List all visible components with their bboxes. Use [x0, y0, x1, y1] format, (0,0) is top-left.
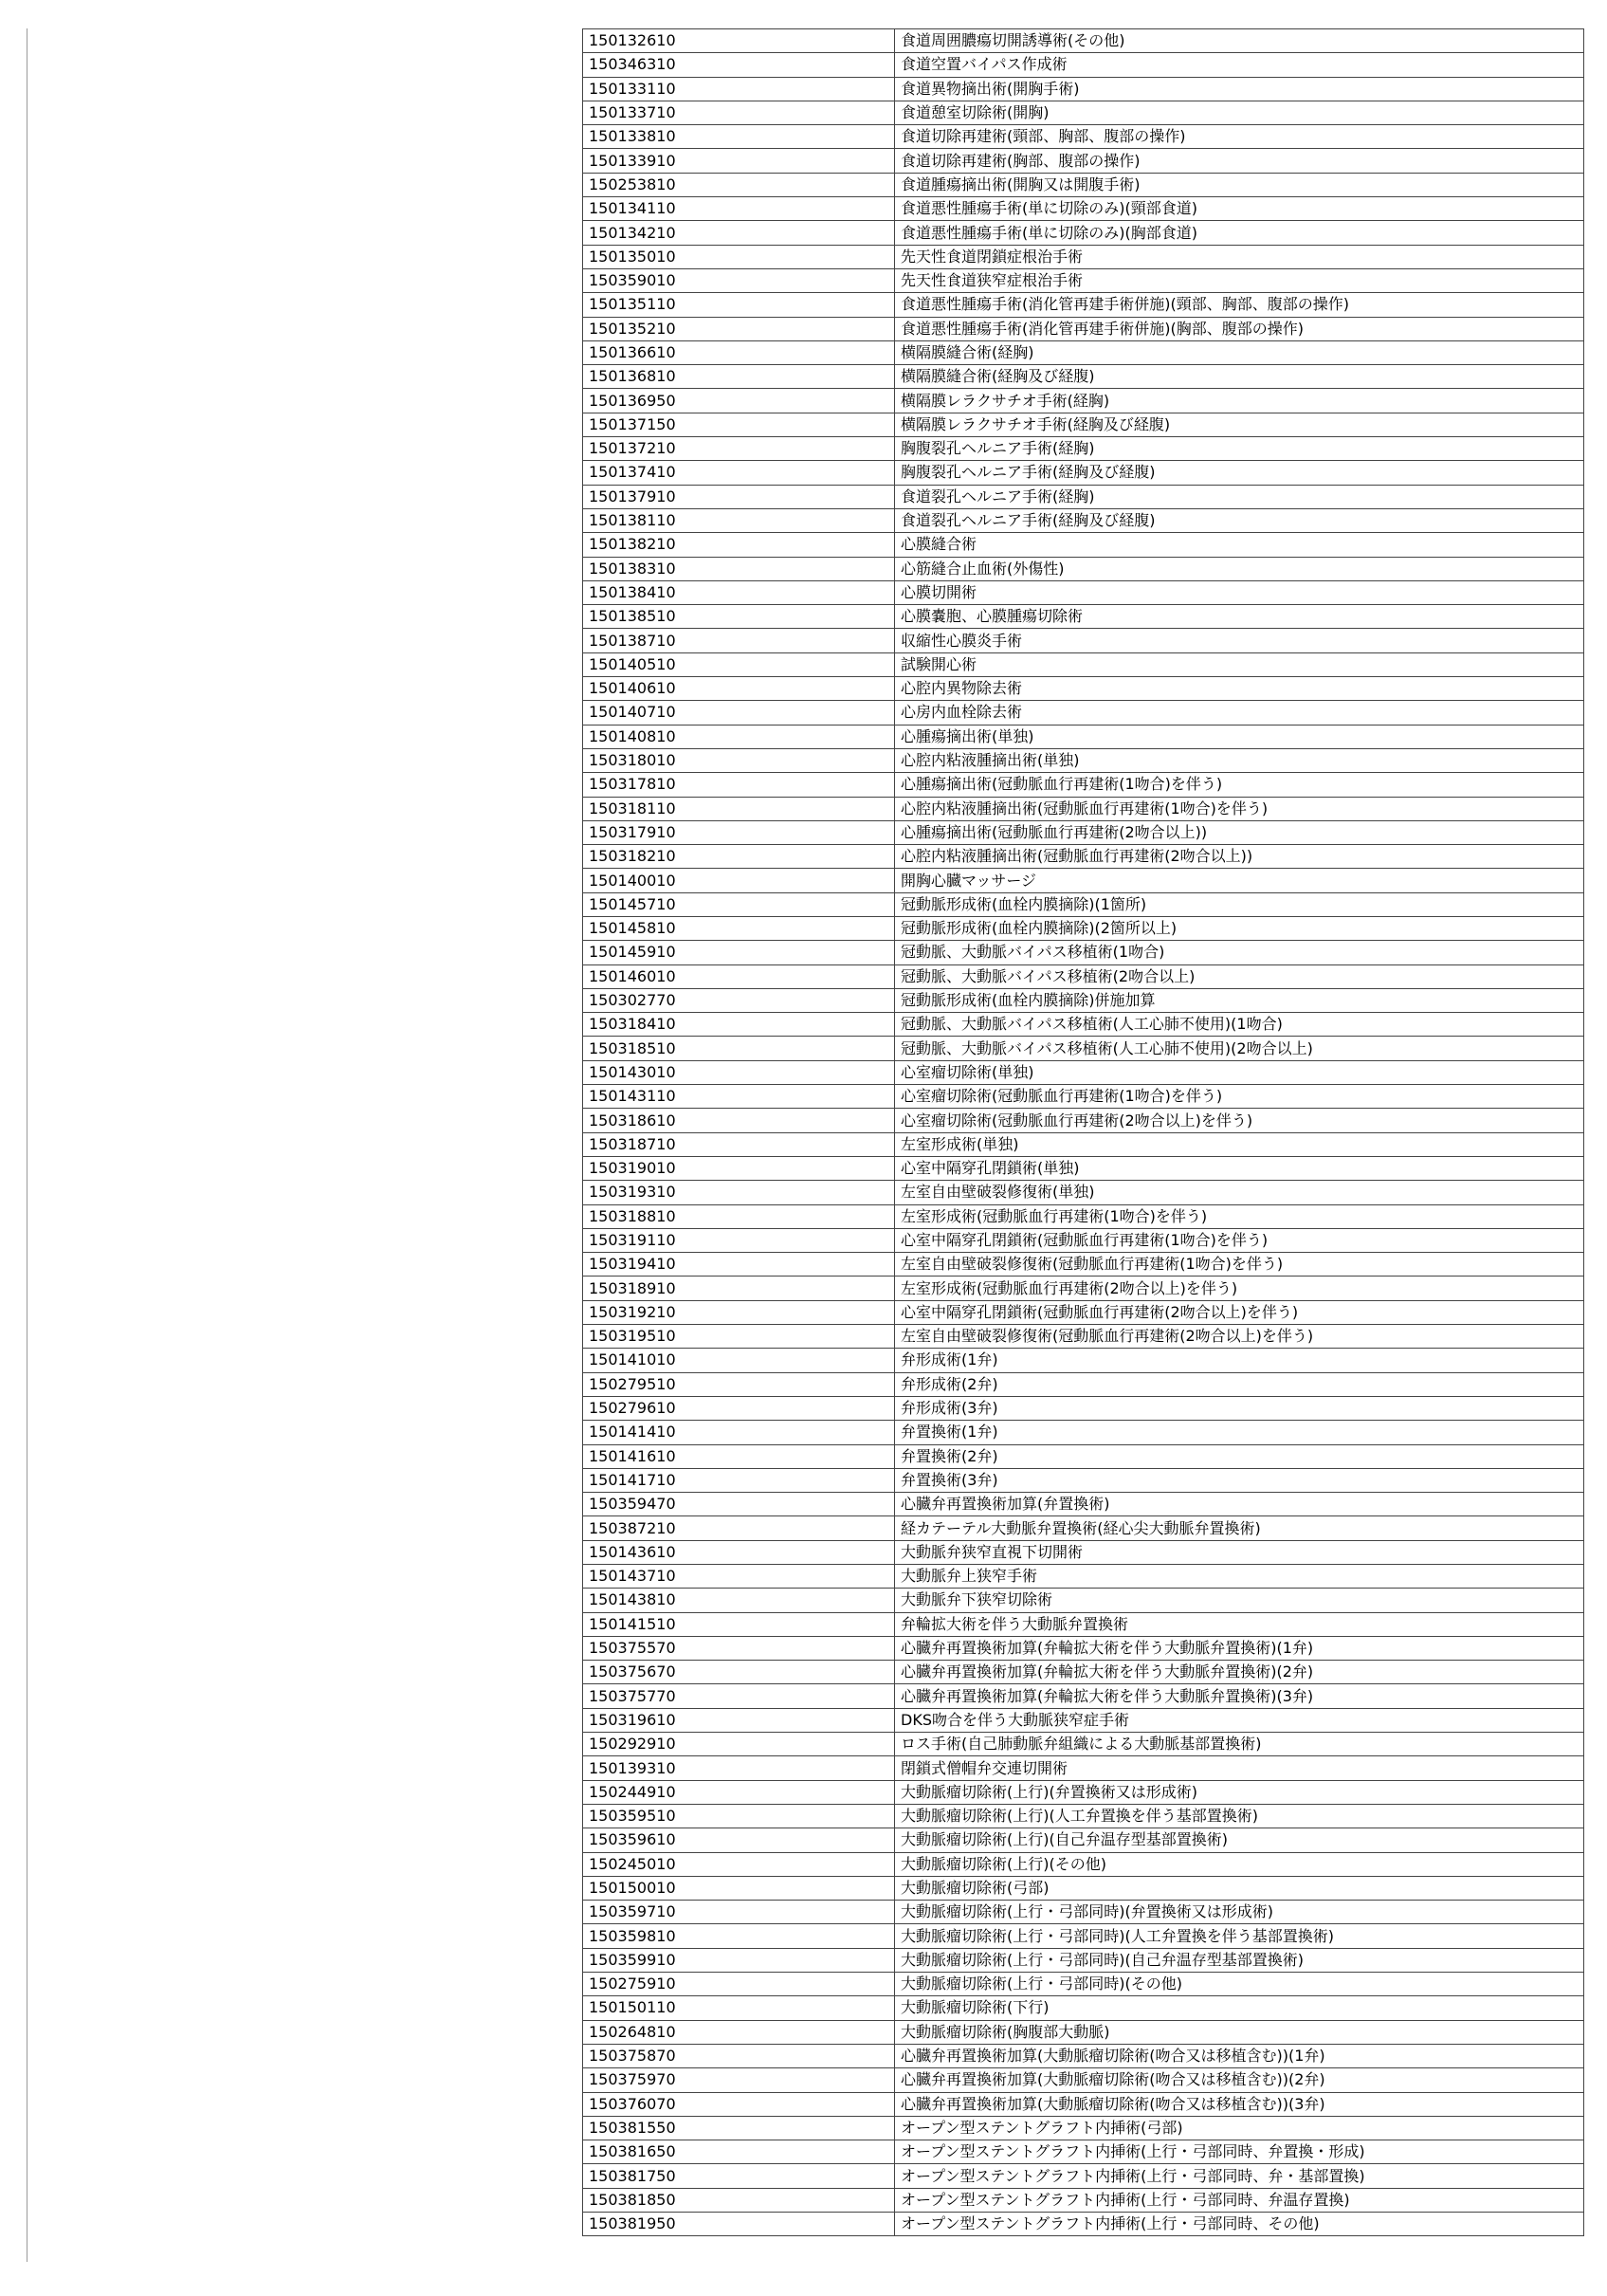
- procedure-code-cell: 150143610: [583, 1540, 895, 1564]
- table-row: [583, 1996, 1584, 2020]
- table-row: [583, 1612, 1584, 1636]
- procedure-name-cell: 弁形成術(2弁): [895, 1372, 1584, 1396]
- table-row: [583, 485, 1584, 508]
- procedure-name-cell: 食道腫瘍摘出術(開胸又は開腹手術): [895, 173, 1584, 196]
- table-row: [583, 845, 1584, 869]
- procedure-code-cell: 150133810: [583, 125, 895, 149]
- procedure-code-cell: 150135010: [583, 245, 895, 268]
- procedure-name-cell: 大動脈弁上狭窄手術: [895, 1565, 1584, 1589]
- procedure-name-cell: 弁形成術(3弁): [895, 1396, 1584, 1420]
- procedure-code-cell: 150140010: [583, 869, 895, 892]
- procedure-name-cell: 胸腹裂孔ヘルニア手術(経胸及び経腹): [895, 461, 1584, 485]
- table-row: [583, 2188, 1584, 2212]
- procedure-code-cell: 150137210: [583, 437, 895, 461]
- procedure-name-cell: 心腫瘍摘出術(冠動脈血行再建術(1吻合)を伴う): [895, 773, 1584, 797]
- procedure-name-cell: 食道異物摘出術(開胸手術): [895, 77, 1584, 101]
- procedure-code-cell: 150133710: [583, 101, 895, 124]
- table-row: [583, 2092, 1584, 2116]
- procedure-code-cell: 150381750: [583, 2164, 895, 2188]
- table-row: [583, 964, 1584, 988]
- table-row: [583, 508, 1584, 532]
- table-row: [583, 389, 1584, 413]
- procedure-name-cell: 心臓弁再置換術加算(大動脈瘤切除術(吻合又は移植含む))(2弁): [895, 2068, 1584, 2092]
- procedure-name-cell: 心房内血栓除去術: [895, 701, 1584, 725]
- table-row: [583, 1924, 1584, 1948]
- table-row: [583, 2164, 1584, 2188]
- procedure-code-cell: 150319610: [583, 1708, 895, 1732]
- procedure-code-cell: 150318510: [583, 1037, 895, 1060]
- procedure-name-cell: 横隔膜縫合術(経胸及び経腹): [895, 365, 1584, 389]
- table-row: [583, 437, 1584, 461]
- procedure-code-cell: 150135110: [583, 293, 895, 317]
- procedure-name-cell: 心臓弁再置換術加算(弁輪拡大術を伴う大動脈弁置換術)(1弁): [895, 1636, 1584, 1660]
- procedure-code-cell: 150381550: [583, 2116, 895, 2140]
- table-row: [583, 268, 1584, 292]
- procedure-name-cell: 大動脈瘤切除術(胸腹部大動脈): [895, 2020, 1584, 2044]
- procedure-name-cell: 先天性食道狭窄症根治手術: [895, 268, 1584, 292]
- table-row: [583, 605, 1584, 629]
- procedure-name-cell: 大動脈弁狭窄直視下切開術: [895, 1540, 1584, 1564]
- procedure-code-cell: 150141010: [583, 1349, 895, 1372]
- procedure-code-cell: 150139310: [583, 1756, 895, 1780]
- procedure-code-cell: 150138110: [583, 508, 895, 532]
- table-row: [583, 1565, 1584, 1589]
- procedure-name-cell: 心室中隔穿孔閉鎖術(単独): [895, 1156, 1584, 1180]
- procedure-code-cell: 150138510: [583, 605, 895, 629]
- table-row: [583, 629, 1584, 652]
- procedure-name-cell: 左室形成術(冠動脈血行再建術(2吻合以上)を伴う): [895, 1277, 1584, 1300]
- procedure-code-cell: 150146010: [583, 964, 895, 988]
- procedure-code-cell: 150359010: [583, 268, 895, 292]
- procedure-name-cell: 心膜縫合術: [895, 533, 1584, 557]
- procedure-code-cell: 150318410: [583, 1013, 895, 1037]
- table-row: [583, 748, 1584, 772]
- table-row: [583, 1589, 1584, 1612]
- procedure-name-cell: ロス手術(自己肺動脈弁組織による大動脈基部置換術): [895, 1733, 1584, 1756]
- procedure-name-cell: 左室自由壁破裂修復術(冠動脈血行再建術(2吻合以上)を伴う): [895, 1325, 1584, 1349]
- procedure-name-cell: 心臓弁再置換術加算(弁置換術): [895, 1493, 1584, 1516]
- table-row: [583, 1085, 1584, 1109]
- table-row: [583, 701, 1584, 725]
- procedure-name-cell: 心室瘤切除術(冠動脈血行再建術(2吻合以上)を伴う): [895, 1109, 1584, 1132]
- procedure-code-cell: 150359810: [583, 1924, 895, 1948]
- table-row: [583, 29, 1584, 53]
- table-row: [583, 125, 1584, 149]
- table-row: [583, 2068, 1584, 2092]
- procedure-code-cell: 150135210: [583, 317, 895, 340]
- procedure-name-cell: 食道切除再建術(頸部、胸部、腹部の操作): [895, 125, 1584, 149]
- procedure-code-cell: 150318910: [583, 1277, 895, 1300]
- table-row: [583, 1493, 1584, 1516]
- table-row: [583, 1804, 1584, 1828]
- procedure-code-cell: 150319510: [583, 1325, 895, 1349]
- table-row: [583, 1325, 1584, 1349]
- procedure-code-cell: 150150110: [583, 1996, 895, 2020]
- procedure-code-cell: 150141410: [583, 1421, 895, 1444]
- procedure-code-cell: 150302770: [583, 988, 895, 1012]
- procedure-name-cell: 冠動脈形成術(血栓内膜摘除)併施加算: [895, 988, 1584, 1012]
- procedure-name-cell: 心臓弁再置換術加算(大動脈瘤切除術(吻合又は移植含む))(1弁): [895, 2044, 1584, 2067]
- procedure-name-cell: 横隔膜縫合術(経胸): [895, 340, 1584, 364]
- procedure-code-cell: 150138410: [583, 580, 895, 604]
- table-row: [583, 1756, 1584, 1780]
- table-row: [583, 1780, 1584, 1804]
- table-row: [583, 773, 1584, 797]
- table-row: [583, 2020, 1584, 2044]
- procedure-code-cell: 150145810: [583, 916, 895, 940]
- procedure-code-cell: 150279610: [583, 1396, 895, 1420]
- table-row: [583, 1708, 1584, 1732]
- procedure-name-cell: 左室形成術(単独): [895, 1132, 1584, 1156]
- procedure-code-cell: 150359470: [583, 1493, 895, 1516]
- procedure-name-cell: オープン型ステントグラフト内挿術(上行・弓部同時、弁・基部置換): [895, 2164, 1584, 2188]
- procedure-name-cell: 心腫瘍摘出術(単独): [895, 725, 1584, 748]
- procedure-code-cell: 150346310: [583, 53, 895, 77]
- table-row: [583, 245, 1584, 268]
- table-row: [583, 820, 1584, 844]
- table-row: [583, 1060, 1584, 1084]
- procedure-name-cell: 食道悪性腫瘍手術(消化管再建手術併施)(頸部、胸部、腹部の操作): [895, 293, 1584, 317]
- table-row: [583, 1973, 1584, 1996]
- procedure-code-cell: 150145910: [583, 941, 895, 964]
- procedure-name-cell: 大動脈瘤切除術(上行・弓部同時)(人工弁置換を伴う基部置換術): [895, 1924, 1584, 1948]
- procedure-code-cell: 150141710: [583, 1468, 895, 1492]
- table-row: [583, 53, 1584, 77]
- procedure-code-cell: 150318210: [583, 845, 895, 869]
- procedure-code-cell: 150264810: [583, 2020, 895, 2044]
- table-row: [583, 1156, 1584, 1180]
- procedure-name-cell: 弁置換術(1弁): [895, 1421, 1584, 1444]
- procedure-name-cell: オープン型ステントグラフト内挿術(上行・弓部同時、弁温存置換): [895, 2188, 1584, 2212]
- procedure-code-cell: 150319010: [583, 1156, 895, 1180]
- procedure-code-cell: 150376070: [583, 2092, 895, 2116]
- table-row: [583, 1109, 1584, 1132]
- table-row: [583, 1516, 1584, 1540]
- table-row: [583, 1204, 1584, 1228]
- procedure-code-cell: 150318610: [583, 1109, 895, 1132]
- procedure-code-cell: 150141510: [583, 1612, 895, 1636]
- procedure-name-cell: 胸腹裂孔ヘルニア手術(経胸): [895, 437, 1584, 461]
- table-row: [583, 580, 1584, 604]
- procedure-name-cell: 大動脈瘤切除術(上行)(弁置換術又は形成術): [895, 1780, 1584, 1804]
- procedure-code-cell: 150245010: [583, 1852, 895, 1876]
- procedure-code-cell: 150375670: [583, 1661, 895, 1684]
- table-row: [583, 1661, 1584, 1684]
- table-row: [583, 1444, 1584, 1468]
- procedure-name-cell: 左室自由壁破裂修復術(単独): [895, 1181, 1584, 1204]
- procedure-code-cell: 150253810: [583, 173, 895, 196]
- procedure-code-cell: 150244910: [583, 1780, 895, 1804]
- procedure-name-cell: 心臓弁再置換術加算(大動脈瘤切除術(吻合又は移植含む))(3弁): [895, 2092, 1584, 2116]
- procedure-code-cell: 150318110: [583, 797, 895, 820]
- procedure-name-cell: 大動脈瘤切除術(上行・弓部同時)(その他): [895, 1973, 1584, 1996]
- table-row: [583, 557, 1584, 580]
- table-row: [583, 988, 1584, 1012]
- procedure-name-cell: 食道切除再建術(胸部、腹部の操作): [895, 149, 1584, 173]
- procedure-name-cell: 大動脈瘤切除術(弓部): [895, 1876, 1584, 1900]
- procedure-name-cell: 食道空置バイパス作成術: [895, 53, 1584, 77]
- procedure-code-cell: 150143110: [583, 1085, 895, 1109]
- procedure-name-cell: 冠動脈、大動脈バイパス移植術(2吻合以上): [895, 964, 1584, 988]
- procedure-name-cell: 大動脈瘤切除術(上行)(人工弁置換を伴う基部置換術): [895, 1804, 1584, 1828]
- table-row: [583, 1396, 1584, 1420]
- table-row: [583, 317, 1584, 340]
- procedure-code-cell: 150140610: [583, 677, 895, 701]
- procedure-code-cell: 150140510: [583, 652, 895, 676]
- procedure-name-cell: 冠動脈形成術(血栓内膜摘除)(2箇所以上): [895, 916, 1584, 940]
- procedure-name-cell: 食道憩室切除術(開胸): [895, 101, 1584, 124]
- table-row: [583, 149, 1584, 173]
- procedure-name-cell: オープン型ステントグラフト内挿術(上行・弓部同時、弁置換・形成): [895, 2140, 1584, 2164]
- procedure-name-cell: DKS吻合を伴う大動脈狭窄症手術: [895, 1708, 1584, 1732]
- procedure-code-cell: 150136810: [583, 365, 895, 389]
- procedure-code-cell: 150381950: [583, 2213, 895, 2236]
- procedure-code-cell: 150137410: [583, 461, 895, 485]
- table-row: [583, 365, 1584, 389]
- table-row: [583, 1876, 1584, 1900]
- procedure-name-cell: 心腔内粘液腫摘出術(冠動脈血行再建術(2吻合以上)): [895, 845, 1584, 869]
- table-row: [583, 1349, 1584, 1372]
- procedure-code-cell: 150134110: [583, 197, 895, 221]
- procedure-name-cell: 左室形成術(冠動脈血行再建術(1吻合)を伴う): [895, 1204, 1584, 1228]
- table-row: [583, 1277, 1584, 1300]
- table-row: [583, 1636, 1584, 1660]
- table-row: [583, 677, 1584, 701]
- table-row: [583, 652, 1584, 676]
- table-row: [583, 869, 1584, 892]
- procedure-name-cell: 弁形成術(1弁): [895, 1349, 1584, 1372]
- table-row: [583, 2044, 1584, 2067]
- procedure-name-cell: 心室瘤切除術(単独): [895, 1060, 1584, 1084]
- procedure-code-cell: 150318010: [583, 748, 895, 772]
- procedure-code-cell: 150279510: [583, 1372, 895, 1396]
- procedure-code-cell: 150136950: [583, 389, 895, 413]
- procedure-name-cell: 大動脈瘤切除術(上行)(自己弁温存型基部置換術): [895, 1828, 1584, 1852]
- procedure-code-cell: 150138210: [583, 533, 895, 557]
- procedure-code-cell: 150319410: [583, 1253, 895, 1277]
- procedure-name-cell: 開胸心臓マッサージ: [895, 869, 1584, 892]
- table-row: [583, 293, 1584, 317]
- procedure-code-cell: 150318810: [583, 1204, 895, 1228]
- table-row: [583, 797, 1584, 820]
- table-row: [583, 461, 1584, 485]
- procedure-name-cell: 弁置換術(2弁): [895, 1444, 1584, 1468]
- procedure-name-cell: 心室瘤切除術(冠動脈血行再建術(1吻合)を伴う): [895, 1085, 1584, 1109]
- procedure-name-cell: 心腔内異物除去術: [895, 677, 1584, 701]
- table-row: [583, 1684, 1584, 1708]
- table-row: [583, 1372, 1584, 1396]
- procedure-name-cell: 横隔膜レラクサチオ手術(経胸及び経腹): [895, 413, 1584, 436]
- procedure-name-cell: 食道裂孔ヘルニア手術(経胸): [895, 485, 1584, 508]
- procedure-code-cell: 150319210: [583, 1300, 895, 1324]
- procedure-name-cell: 大動脈瘤切除術(上行)(その他): [895, 1852, 1584, 1876]
- procedure-name-cell: オープン型ステントグラフト内挿術(上行・弓部同時、その他): [895, 2213, 1584, 2236]
- table-row: [583, 1733, 1584, 1756]
- procedure-name-cell: 心腔内粘液腫摘出術(単独): [895, 748, 1584, 772]
- procedure-code-cell: 150143010: [583, 1060, 895, 1084]
- procedure-code-cell: 150134210: [583, 221, 895, 245]
- procedure-code-cell: 150381650: [583, 2140, 895, 2164]
- procedure-name-cell: 食道悪性腫瘍手術(消化管再建手術併施)(胸部、腹部の操作): [895, 317, 1584, 340]
- procedure-code-cell: 150137150: [583, 413, 895, 436]
- procedure-code-cell: 150317810: [583, 773, 895, 797]
- procedure-code-cell: 150138710: [583, 629, 895, 652]
- table-row: [583, 173, 1584, 196]
- procedure-code-cell: 150319310: [583, 1181, 895, 1204]
- procedure-name-cell: 食道周囲膿瘍切開誘導術(その他): [895, 29, 1584, 53]
- table-row: [583, 1037, 1584, 1060]
- procedure-name-cell: 冠動脈、大動脈バイパス移植術(人工心肺不使用)(1吻合): [895, 1013, 1584, 1037]
- table-row: [583, 221, 1584, 245]
- procedure-name-cell: 心室中隔穿孔閉鎖術(冠動脈血行再建術(2吻合以上)を伴う): [895, 1300, 1584, 1324]
- procedure-code-cell: 150143810: [583, 1589, 895, 1612]
- procedure-code-cell: 150133110: [583, 77, 895, 101]
- procedure-name-cell: 大動脈瘤切除術(上行・弓部同時)(弁置換術又は形成術): [895, 1901, 1584, 1924]
- table-row: [583, 916, 1584, 940]
- procedure-name-cell: 大動脈瘤切除術(下行): [895, 1996, 1584, 2020]
- procedure-name-cell: オープン型ステントグラフト内挿術(弓部): [895, 2116, 1584, 2140]
- table-row: [583, 101, 1584, 124]
- procedure-name-cell: 心臓弁再置換術加算(弁輪拡大術を伴う大動脈弁置換術)(2弁): [895, 1661, 1584, 1684]
- procedure-name-cell: 閉鎖式僧帽弁交連切開術: [895, 1756, 1584, 1780]
- table-body: [583, 29, 1584, 2236]
- procedure-code-cell: 150138310: [583, 557, 895, 580]
- procedure-name-cell: 弁輪拡大術を伴う大動脈弁置換術: [895, 1612, 1584, 1636]
- procedure-name-cell: 冠動脈、大動脈バイパス移植術(人工心肺不使用)(2吻合以上): [895, 1037, 1584, 1060]
- table-row: [583, 1132, 1584, 1156]
- procedure-name-cell: 食道裂孔ヘルニア手術(経胸及び経腹): [895, 508, 1584, 532]
- procedure-code-cell: 150381850: [583, 2188, 895, 2212]
- table-row: [583, 340, 1584, 364]
- table-row: [583, 2140, 1584, 2164]
- table-row: [583, 1300, 1584, 1324]
- table-row: [583, 197, 1584, 221]
- procedure-code-cell: 150359910: [583, 1948, 895, 1972]
- procedure-code-cell: 150375570: [583, 1636, 895, 1660]
- procedure-name-cell: 心室中隔穿孔閉鎖術(冠動脈血行再建術(1吻合)を伴う): [895, 1228, 1584, 1252]
- procedure-name-cell: 先天性食道閉鎖症根治手術: [895, 245, 1584, 268]
- table-row: [583, 1901, 1584, 1924]
- procedure-name-cell: 冠動脈、大動脈バイパス移植術(1吻合): [895, 941, 1584, 964]
- procedure-code-cell: 150150010: [583, 1876, 895, 1900]
- procedure-code-cell: 150133910: [583, 149, 895, 173]
- table-row: [583, 2213, 1584, 2236]
- table-row: [583, 892, 1584, 916]
- procedure-code-cell: 150359610: [583, 1828, 895, 1852]
- procedure-name-cell: 心筋縫合止血術(外傷性): [895, 557, 1584, 580]
- procedure-code-cell: 150319110: [583, 1228, 895, 1252]
- procedure-name-cell: 左室自由壁破裂修復術(冠動脈血行再建術(1吻合)を伴う): [895, 1253, 1584, 1277]
- procedure-name-cell: 大動脈弁下狭窄切除術: [895, 1589, 1584, 1612]
- table-row: [583, 1013, 1584, 1037]
- procedure-name-cell: 心膜嚢胞、心膜腫瘍切除術: [895, 605, 1584, 629]
- table-row: [583, 1948, 1584, 1972]
- procedure-code-cell: 150132610: [583, 29, 895, 53]
- procedure-name-cell: 心腫瘍摘出術(冠動脈血行再建術(2吻合以上)): [895, 820, 1584, 844]
- table-row: [583, 2116, 1584, 2140]
- procedure-name-cell: 弁置換術(3弁): [895, 1468, 1584, 1492]
- table-row: [583, 941, 1584, 964]
- procedure-code-cell: 150141610: [583, 1444, 895, 1468]
- table-row: [583, 1253, 1584, 1277]
- procedure-name-cell: 心腔内粘液腫摘出術(冠動脈血行再建術(1吻合)を伴う): [895, 797, 1584, 820]
- procedure-code-cell: 150318710: [583, 1132, 895, 1156]
- procedure-code-cell: 150137910: [583, 485, 895, 508]
- procedure-code-cell: 150317910: [583, 820, 895, 844]
- procedure-code-cell: 150145710: [583, 892, 895, 916]
- procedure-code-cell: 150292910: [583, 1733, 895, 1756]
- table-row: [583, 1468, 1584, 1492]
- procedure-name-cell: 食道悪性腫瘍手術(単に切除のみ)(頸部食道): [895, 197, 1584, 221]
- procedure-code-cell: 150375770: [583, 1684, 895, 1708]
- procedure-name-cell: 大動脈瘤切除術(上行・弓部同時)(自己弁温存型基部置換術): [895, 1948, 1584, 1972]
- procedure-name-cell: 冠動脈形成術(血栓内膜摘除)(1箇所): [895, 892, 1584, 916]
- procedure-name-cell: 収縮性心膜炎手術: [895, 629, 1584, 652]
- table-row: [583, 413, 1584, 436]
- table-row: [583, 1852, 1584, 1876]
- table-row: [583, 1421, 1584, 1444]
- table-row: [583, 1828, 1584, 1852]
- procedure-name-cell: 心臓弁再置換術加算(弁輪拡大術を伴う大動脈弁置換術)(3弁): [895, 1684, 1584, 1708]
- table-row: [583, 533, 1584, 557]
- procedure-code-cell: 150140710: [583, 701, 895, 725]
- table-row: [583, 1540, 1584, 1564]
- procedure-code-cell: 150275910: [583, 1973, 895, 1996]
- procedure-name-cell: 心膜切開術: [895, 580, 1584, 604]
- procedure-code-cell: 150140810: [583, 725, 895, 748]
- procedure-name-cell: 横隔膜レラクサチオ手術(経胸): [895, 389, 1584, 413]
- procedure-code-cell: 150359510: [583, 1804, 895, 1828]
- procedure-name-cell: 食道悪性腫瘍手術(単に切除のみ)(胸部食道): [895, 221, 1584, 245]
- procedure-code-cell: 150375870: [583, 2044, 895, 2067]
- table-row: [583, 1228, 1584, 1252]
- procedure-name-cell: 経カテーテル大動脈弁置換術(経心尖大動脈弁置換術): [895, 1516, 1584, 1540]
- procedure-code-table: [582, 28, 1584, 2236]
- procedure-code-cell: 150143710: [583, 1565, 895, 1589]
- table-row: [583, 1181, 1584, 1204]
- procedure-code-cell: 150387210: [583, 1516, 895, 1540]
- table-row: [583, 77, 1584, 101]
- procedure-name-cell: 試験開心術: [895, 652, 1584, 676]
- procedure-code-cell: 150375970: [583, 2068, 895, 2092]
- procedure-code-cell: 150136610: [583, 340, 895, 364]
- table-row: [583, 725, 1584, 748]
- procedure-code-cell: 150359710: [583, 1901, 895, 1924]
